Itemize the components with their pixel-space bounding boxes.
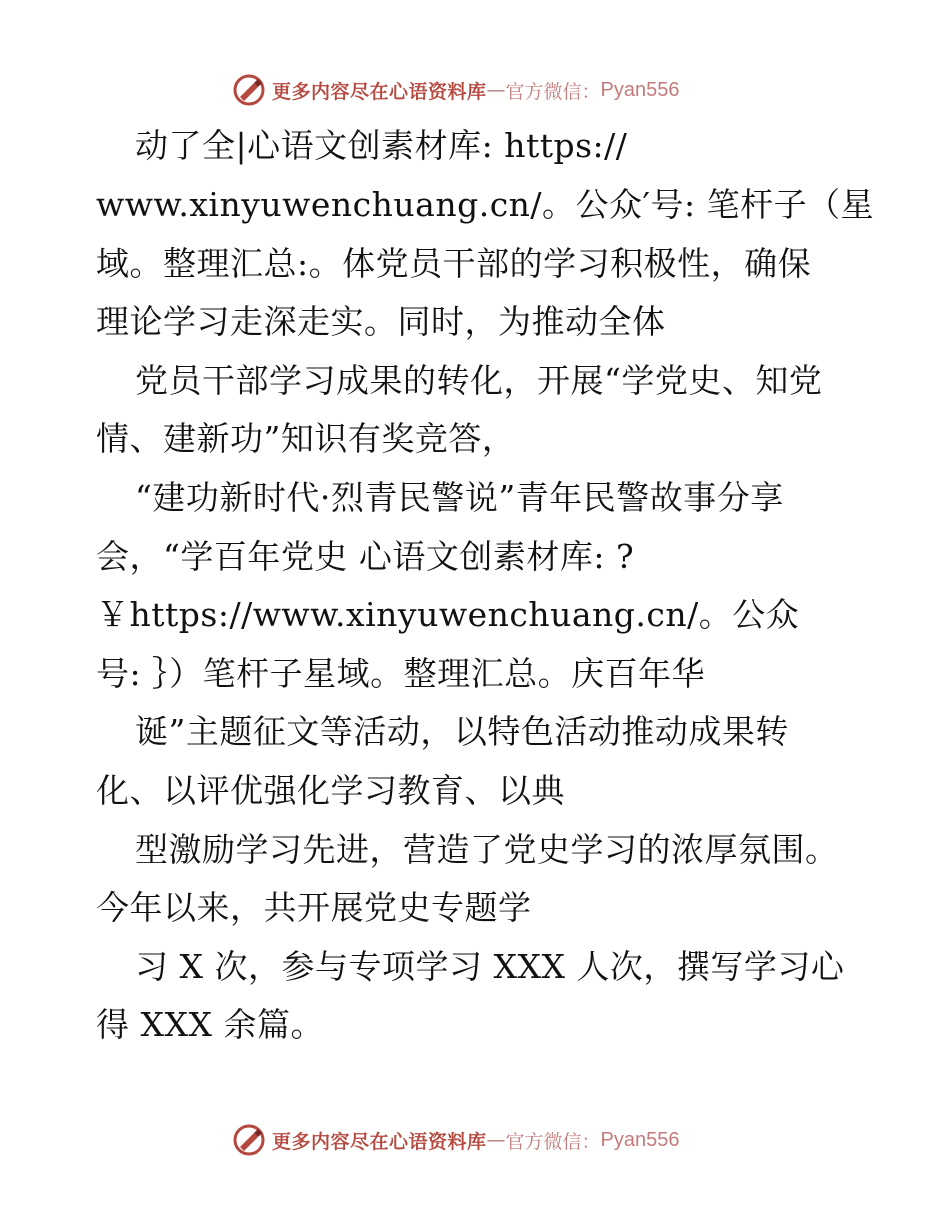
text-line: 域。整理汇总:。体党员干部的学习积极性，确保 [96, 244, 812, 283]
text-line: 得 XXX 余篇。 [96, 1005, 324, 1044]
footer-watermark [232, 1120, 680, 1160]
text-line: 理论学习走深走实。同时，为推动全体 [96, 302, 666, 341]
text-line: www.xinyuwenchuang.cn/。公众′号: 笔杆子（星 [96, 185, 875, 224]
text-line: 习 X 次，参与专项学习 XXX 人次，撰写学习心 [135, 947, 845, 986]
text-line: 型激励学习先进，营造了党史学习的浓厚氛围。 [135, 830, 839, 869]
text-line: 诞”主题征文等活动，以特色活动推动成果转 [135, 712, 789, 751]
watermark-separator: — [486, 1129, 506, 1151]
watermark-text: 更多内容尽在心语资料库 [272, 80, 487, 103]
text-line: 党员干部学习成果的转化，开展“学党史、知党 [135, 361, 823, 400]
text-line: 动了全|心语文创素材库: https:// [135, 126, 628, 165]
text-line: “建功新时代·烈青民警说”青年民警故事分享 [135, 478, 784, 517]
watermark-wechat-id: Pyan556 [600, 1128, 680, 1151]
watermark-wechat-label: 官方微信： [505, 80, 601, 103]
watermark-text: 更多内容尽在心语资料库 [272, 1130, 487, 1153]
pen-logo-icon [232, 73, 266, 107]
text-line: 情、建新功”知识有奖竞答， [96, 419, 516, 458]
watermark-wechat-label: 官方微信： [505, 1130, 601, 1153]
watermark-wechat-id: Pyan556 [600, 78, 680, 101]
text-line: 号: ｝）笔杆子星域。整理汇总。庆百年华 [96, 654, 706, 693]
text-line: ￥https://www.xinyuwenchuang.cn/。公众 [96, 595, 800, 634]
text-line: 今年以来，共开展党史专题学 [96, 888, 532, 927]
header-watermark [232, 70, 680, 110]
text-line: 化、以评优强化学习教育、以典 [96, 771, 565, 810]
pen-logo-icon [232, 1123, 266, 1157]
text-line: 会，“学百年党史 心语文创素材库: ? [96, 537, 635, 576]
watermark-separator: — [486, 79, 506, 101]
